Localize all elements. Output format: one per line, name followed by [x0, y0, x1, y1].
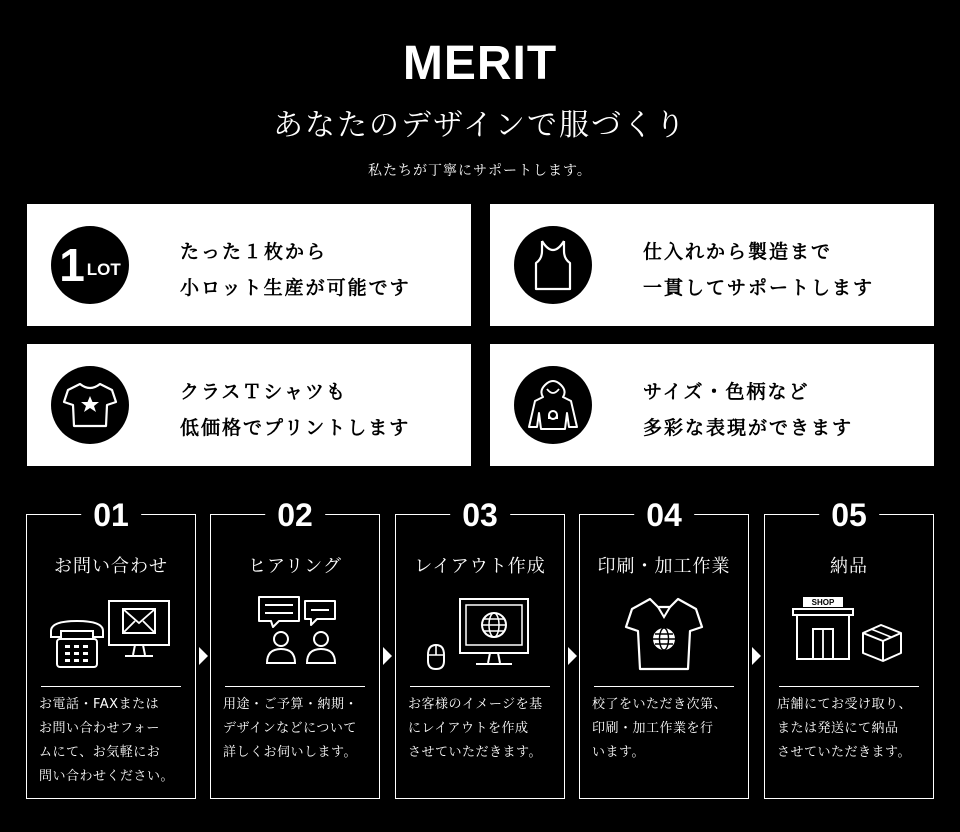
chevron-right-icon — [383, 647, 392, 665]
step-delivery — [764, 497, 934, 799]
merit-line-1: たった１枚から — [180, 241, 328, 263]
merit-card-class-tshirt — [27, 344, 471, 466]
step-number: 02 — [265, 497, 325, 533]
step-desc-line: 店舗にてお受け取り、 — [777, 697, 913, 712]
merit-line-1: 仕入れから製造まで — [643, 241, 833, 263]
step-number: 01 — [81, 497, 141, 533]
step-desc-line: います。 — [592, 745, 645, 760]
merit-line-2: 多彩な表現ができます — [643, 417, 854, 439]
one-lot-number: 1 — [59, 239, 85, 291]
step-divider — [41, 686, 181, 687]
step-desc-line: お客様のイメージを基 — [408, 697, 543, 712]
step-desc-line: 用途・ご予算・納期・ — [223, 697, 359, 712]
step-number: 05 — [819, 497, 879, 533]
chevron-right-icon — [568, 647, 577, 665]
merit-card-variety — [490, 344, 934, 466]
phone-and-mail-icon — [37, 593, 185, 673]
step-desc-line: 校了をいただき次第、 — [592, 697, 728, 712]
merit-line-1: クラスＴシャツも — [180, 381, 348, 403]
step-hearing — [210, 497, 380, 799]
step-label: レイアウト作成 — [414, 556, 546, 577]
step-desc-line: にレイアウトを作成 — [408, 721, 529, 736]
shop-sign-text: SHOP — [811, 598, 835, 607]
step-divider — [594, 686, 734, 687]
merit-card-one-stop — [490, 204, 934, 326]
step-desc-line: 詳しくお伺いします。 — [223, 745, 357, 760]
step-label: 印刷・加工作業 — [597, 556, 731, 577]
tank-top-icon — [514, 226, 592, 304]
step-desc-line: ムにて、お気軽にお — [39, 745, 161, 760]
step-desc-line: 問い合わせください。 — [39, 769, 175, 784]
step-inquiry — [26, 497, 196, 799]
step-number: 04 — [634, 497, 694, 533]
chevron-right-icon — [199, 647, 208, 665]
polo-shirt-globe-icon — [590, 593, 738, 673]
merit-line-2: 低価格でプリントします — [180, 417, 411, 439]
step-number: 03 — [450, 497, 510, 533]
step-desc-line: 印刷・加工作業を行 — [592, 721, 714, 736]
merit-line-1: サイズ・色柄など — [643, 381, 810, 403]
step-layout — [395, 497, 565, 799]
merit-card-one-lot — [27, 204, 471, 326]
page-title: MERIT — [402, 37, 558, 90]
step-printing — [579, 497, 749, 799]
step-desc-line: させていただきます。 — [408, 745, 542, 760]
step-divider — [410, 686, 550, 687]
step-desc-line: デザインなどについて — [223, 721, 357, 736]
page-subtitle: あなたのデザインで服づくり — [273, 108, 687, 143]
merit-line-2: 小ロット生産が可能です — [180, 277, 411, 299]
step-divider — [779, 686, 919, 687]
step-label: お問い合わせ — [54, 556, 168, 577]
step-label: ヒアリング — [248, 556, 342, 577]
step-desc-line: お電話・FAXまたは — [39, 697, 160, 712]
step-divider — [225, 686, 365, 687]
shop-and-box-icon — [775, 593, 923, 673]
chevron-right-icon — [752, 647, 761, 665]
step-desc-line: お問い合わせフォー — [39, 721, 160, 736]
merit-line-2: 一貫してサポートします — [643, 277, 875, 299]
tshirt-star-icon — [51, 366, 129, 444]
one-lot-unit: LOT — [86, 260, 121, 279]
step-desc-line: または発送にて納品 — [777, 721, 899, 736]
computer-globe-icon — [406, 593, 554, 673]
step-label: 納品 — [830, 556, 868, 577]
step-desc-line: させていただきます。 — [777, 745, 911, 760]
hoodie-icon — [514, 366, 592, 444]
page-tagline: 私たちが丁寧にサポートします。 — [368, 163, 592, 179]
one-lot-icon — [51, 226, 129, 304]
people-speech-icon — [221, 593, 369, 673]
